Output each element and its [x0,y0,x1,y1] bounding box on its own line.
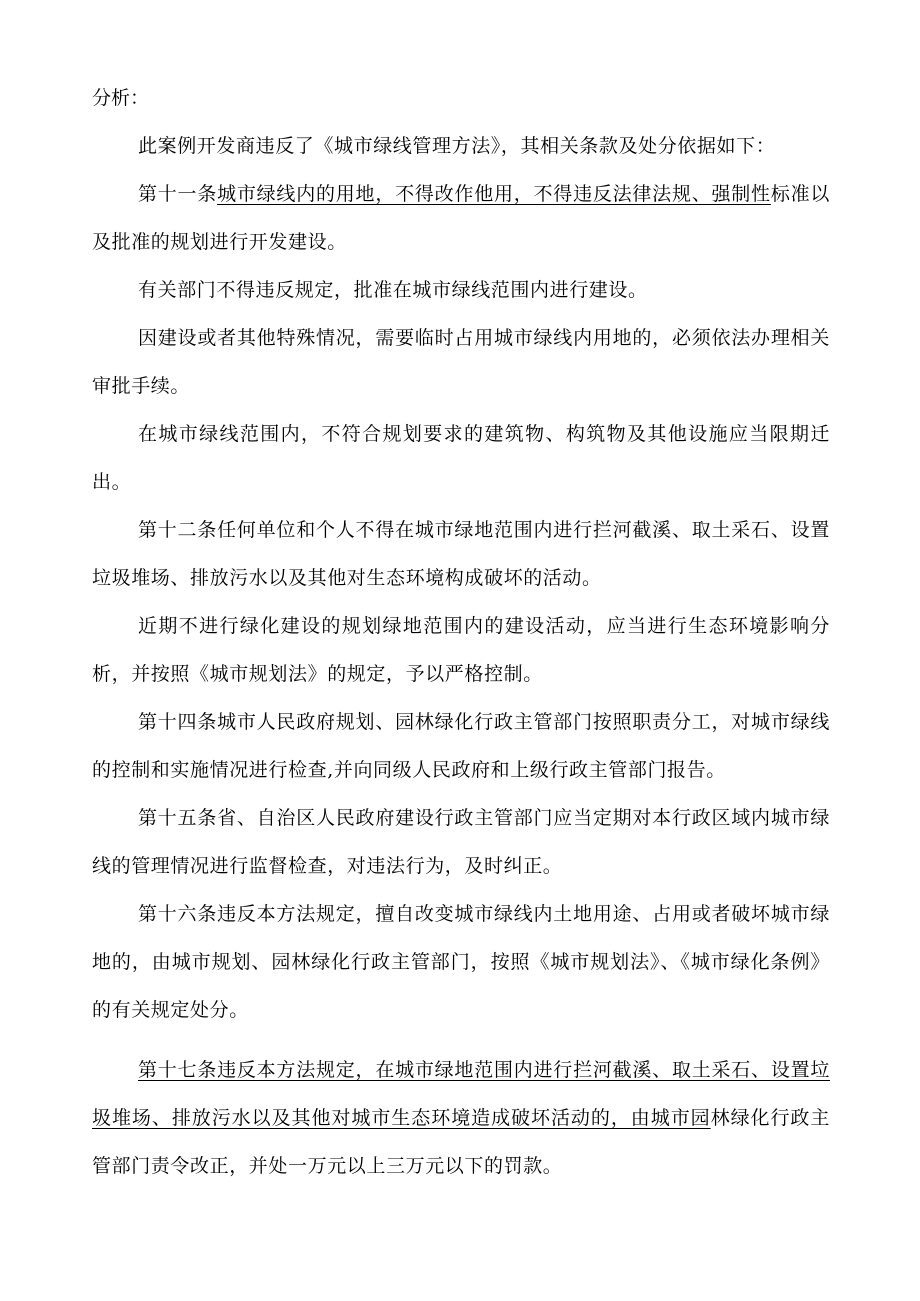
paragraph-text: 因建设或者其他特殊情况，需要临时占用城市绿线内用地的，必须依法办理相关审批手续。 [92,327,830,397]
paragraph-text: 第十六条违反本方法规定，擅自改变城市绿线内土地用途、占用或者破坏城市绿地的，由城市规划、园林绿化行政主管部门，按照《城市规划法》、《城市绿化条例》的有关规定处分。 [92,903,830,1021]
underlined-text: 第十七条违反本方法规定，在城市绿地范围内进行拦河截溪、取土采石、设置垃圾堆场、排放污水以及其他对城市生态环境造成破坏活动的，由城市园 [92,1059,830,1129]
paragraph-spacer [92,1034,830,1046]
paragraph [92,410,830,506]
paragraph-text: 在城市绿线范围内，不符合规划要求的建筑物、构筑物及其他设施应当限期迁出。 [92,423,830,493]
paragraph [92,698,830,794]
paragraph-text: 林绿化行政主管部门责令改正，并处一万元以上三万元以下的罚款。 [92,1107,830,1177]
paragraph-text: 近期不进行绿化建设的规划绿地范围内的建设活动，应当进行生态环境影响分析，并按照《城市规划法》的规定，予以严格控制。 [92,615,830,685]
document-page [92,74,830,1190]
paragraph-text: 第十五条省、自治区人民政府建设行政主管部门应当定期对本行政区域内城市绿线的管理情况进行监督检查，对违法行为，及时纠正。 [92,807,830,877]
paragraph [92,890,830,1034]
paragraph [92,602,830,698]
paragraph [92,314,830,410]
paragraph-text: 标准以及批准的规划进行开发建设。 [92,183,830,253]
paragraph [92,1046,830,1190]
paragraph [92,794,830,890]
document-body [92,122,830,1190]
paragraph-text: 此案例开发商违反了《城市绿线管理方法》，其相关条款及处分依据如下： [138,135,776,157]
paragraph-text: 第十四条城市人民政府规划、园林绿化行政主管部门按照职责分工，对城市绿线的控制和实施情况进行检查,并向同级人民政府和上级行政主管部门报告。 [92,711,830,781]
paragraph [92,122,830,170]
underlined-text: 城市绿线内的用地，不得改作他用，不得违反法律法规、强制性 [217,183,771,205]
paragraph-text: 第十二条任何单位和个人不得在城市绿地范围内进行拦河截溪、取土采石、设置垃圾堆场、排放污水以及其他对生态环境构成破坏的活动。 [92,519,830,589]
paragraph-text: 第十一条 [138,183,218,205]
paragraph-text: 有关部门不得违反规定，批准在城市绿线范围内进行建设。 [138,279,648,301]
paragraph [92,170,830,266]
paragraph [92,506,830,602]
section-heading: 分析： [92,87,150,109]
paragraph [92,266,830,314]
